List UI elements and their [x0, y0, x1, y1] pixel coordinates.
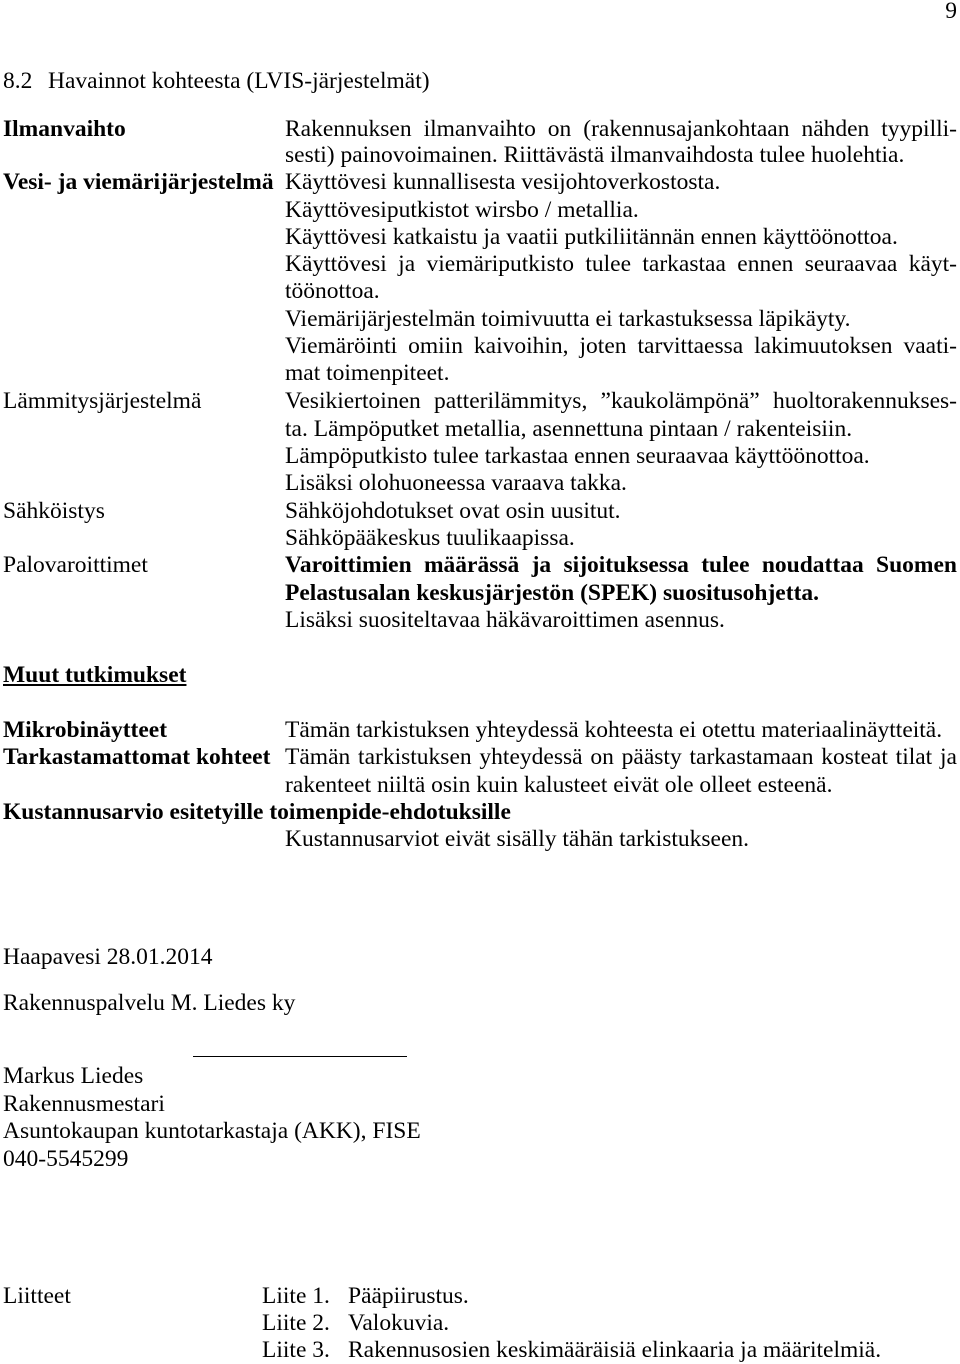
signer-qualification: Asuntokaupan kuntotarkastaja (AKK), FISE — [3, 1118, 421, 1144]
cost-estimate-label: Kustannusarvio esitetyille toimenpide-ehdotuksille — [3, 799, 511, 825]
water-sewage-line: Viemärijärjestelmän toimivuutta ei tarkastuksessa läpikäyty. — [285, 306, 851, 332]
attachment-title: Valokuvia. — [348, 1310, 450, 1336]
microbial-label: Mikrobinäytteet — [3, 717, 168, 743]
heating-label: Lämmitysjärjestelmä — [3, 388, 202, 414]
heating-line: Vesikiertoinen patterilämmitys, ”kaukolämpönä” huoltorakennukses- — [285, 388, 957, 414]
signature-line — [193, 1056, 407, 1057]
attachment-title: Pääpiirustus. — [348, 1283, 469, 1309]
attachment-number: Liite 3. — [262, 1337, 330, 1363]
page-number: 9 — [945, 0, 957, 24]
attachment-title: Rakennusosien keskimääräisiä elinkaaria ja määritelmiä. — [348, 1337, 882, 1363]
ventilation-label: Ilmanvaihto — [3, 116, 126, 142]
ventilation-line: Rakennuksen ilmanvaihto on (rakennusajankohtaan nähden tyypilli- — [285, 116, 957, 142]
heating-line: Lämpöputkisto tulee tarkastaa ennen seuraavaa käyttöönottoa. — [285, 443, 870, 469]
electrical-line: Sähköpääkeskus tuulikaapissa. — [285, 525, 575, 551]
ventilation-line: sesti) painovoimainen. Riittävästä ilmanvaihdosta tulee huolehtia. — [285, 142, 905, 168]
water-sewage-label: Vesi- ja viemärijärjestelmä — [3, 169, 274, 195]
section-title: Havainnot kohteesta (LVIS-järjestelmät) — [48, 68, 430, 94]
section-number: 8.2 — [3, 68, 33, 94]
water-sewage-line: töönottoa. — [285, 278, 380, 304]
signer-phone: 040-5545299 — [3, 1146, 129, 1172]
other-studies-heading: Muut tutkimukset — [3, 662, 187, 688]
signer-title: Rakennusmestari — [3, 1091, 165, 1117]
company-name: Rakennuspalvelu M. Liedes ky — [3, 990, 296, 1016]
water-sewage-line: mat toimenpiteet. — [285, 360, 450, 386]
heating-line: Lisäksi olohuoneessa varaava takka. — [285, 470, 627, 496]
smoke-detectors-line: Lisäksi suositeltavaa häkävaroittimen asennus. — [285, 607, 725, 633]
water-sewage-line: Viemäröinti omiin kaivoihin, joten tarvittaessa lakimuutoksen vaati- — [285, 333, 957, 359]
electrical-label: Sähköistys — [3, 498, 105, 524]
uninspected-line: Tämän tarkistuksen yhteydessä on päästy tarkastamaan kosteat tilat ja — [285, 744, 957, 770]
water-sewage-line: Käyttövesiputkistot wirsbo / metallia. — [285, 197, 639, 223]
water-sewage-line: Käyttövesi kunnallisesta vesijohtoverkostosta. — [285, 169, 721, 195]
smoke-detectors-line: Varoittimien määrässä ja sijoituksessa tulee noudattaa Suomen — [285, 552, 957, 578]
attachments-heading: Liitteet — [3, 1283, 71, 1309]
uninspected-label: Tarkastamattomat kohteet — [3, 744, 271, 770]
cost-estimate-line: Kustannusarviot eivät sisälly tähän tarkistukseen. — [285, 826, 750, 852]
electrical-line: Sähköjohdotukset ovat osin uusitut. — [285, 498, 621, 524]
smoke-detectors-label: Palovaroittimet — [3, 552, 148, 578]
water-sewage-line: Käyttövesi katkaistu ja vaatii putkiliitännän ennen käyttöönottoa. — [285, 224, 898, 250]
smoke-detectors-line: Pelastusalan keskusjärjestön (SPEK) suositusohjetta. — [285, 580, 820, 606]
signer-name: Markus Liedes — [3, 1063, 144, 1089]
microbial-line: Tämän tarkistuksen yhteydessä kohteesta ei otettu materiaalinäytteitä. — [285, 717, 943, 743]
place-date: Haapavesi 28.01.2014 — [3, 944, 213, 970]
attachment-number: Liite 1. — [262, 1283, 330, 1309]
uninspected-line: rakenteet niiltä osin kuin kalusteet eivät ole olleet esteenä. — [285, 772, 833, 798]
water-sewage-line: Käyttövesi ja viemäriputkisto tulee tarkastaa ennen seuraavaa käyt- — [285, 251, 957, 277]
attachment-number: Liite 2. — [262, 1310, 330, 1336]
heating-line: ta. Lämpöputket metallia, asennettuna pintaan / rakenteisiin. — [285, 416, 853, 442]
